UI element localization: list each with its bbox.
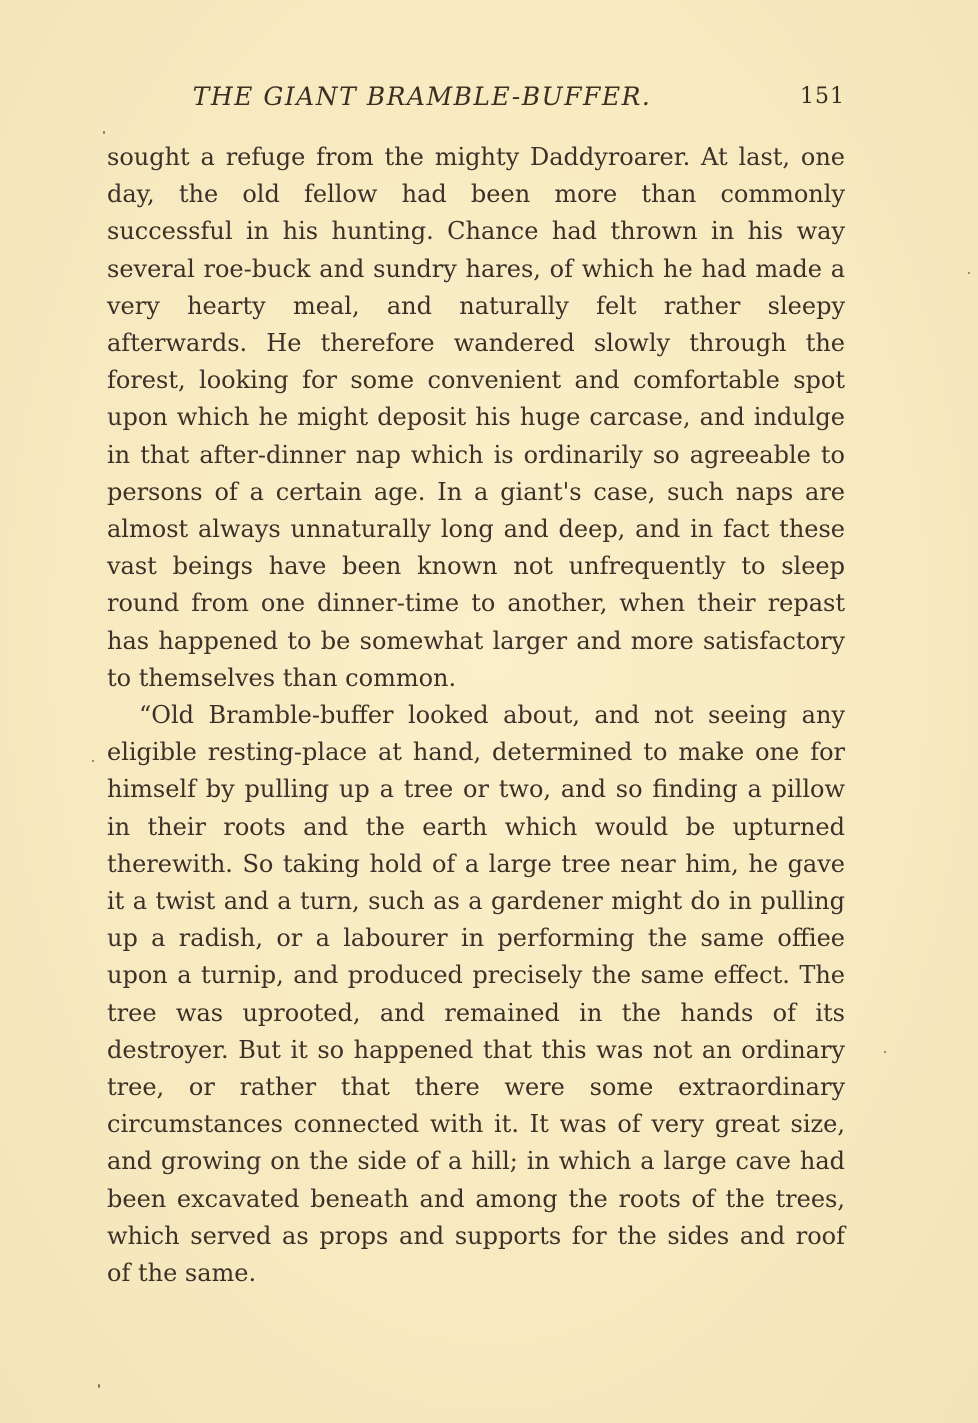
paragraph-continued: sought a refuge from the mighty Daddyroarer. At last, one day, the old fellow had been more than commonly successful in his hunting. Chance had thrown in his way several roe-buck and sundry hares, of which he had made a very hearty meal, and naturally felt rather sleepy afterwards. He therefore wandered slowly through the forest, looking for some convenient and comfortable spot upon which he might deposit his huge carcase, and indulge in that after-dinner nap which is ordinarily so agreeable to persons of a certain age. In a giant's case, such naps are almost always unnaturally long and deep, and in fact these vast beings have been known not unfrequently to sleep round from one dinner-time to another, when their repast has happened to be somewhat larger and more satisfactory to themselves than common. (107, 143, 845, 692)
paper-speck (98, 1384, 100, 1388)
paper-speck (92, 760, 94, 762)
body-text (107, 139, 845, 1292)
paper-speck (884, 1051, 886, 1053)
paper-speck (103, 131, 105, 134)
running-title: THE GIANT BRAMBLE-BUFFER. (192, 82, 652, 111)
running-head (107, 78, 845, 118)
paper-speck (968, 272, 970, 274)
paragraph-bramble-buffer: “Old Bramble-buffer looked about, and not seeing any eligible resting-place at hand, determined to make one for himself by pulling up a tree or two, and so finding a pillow in their roots and the earth which would be upturned therewith. So taking hold of a large tree near him, he gave it a twist and a turn, such as a gardener might do in pulling up a radish, or a labourer in performing the same offiee upon a turnip, and produced precisely the same effect. The tree was uprooted, and remained in the hands of its destroyer. But it so happened that this was not an ordinary tree, or rather that there were some extraordinary circumstances connected with it. It was of very great size, and growing on the side of a hill; in which a large cave had been excavated beneath and among the roots of the trees, which served as props and supports for the sides and roof of the same. (107, 701, 845, 1288)
page-number: 151 (800, 84, 845, 109)
